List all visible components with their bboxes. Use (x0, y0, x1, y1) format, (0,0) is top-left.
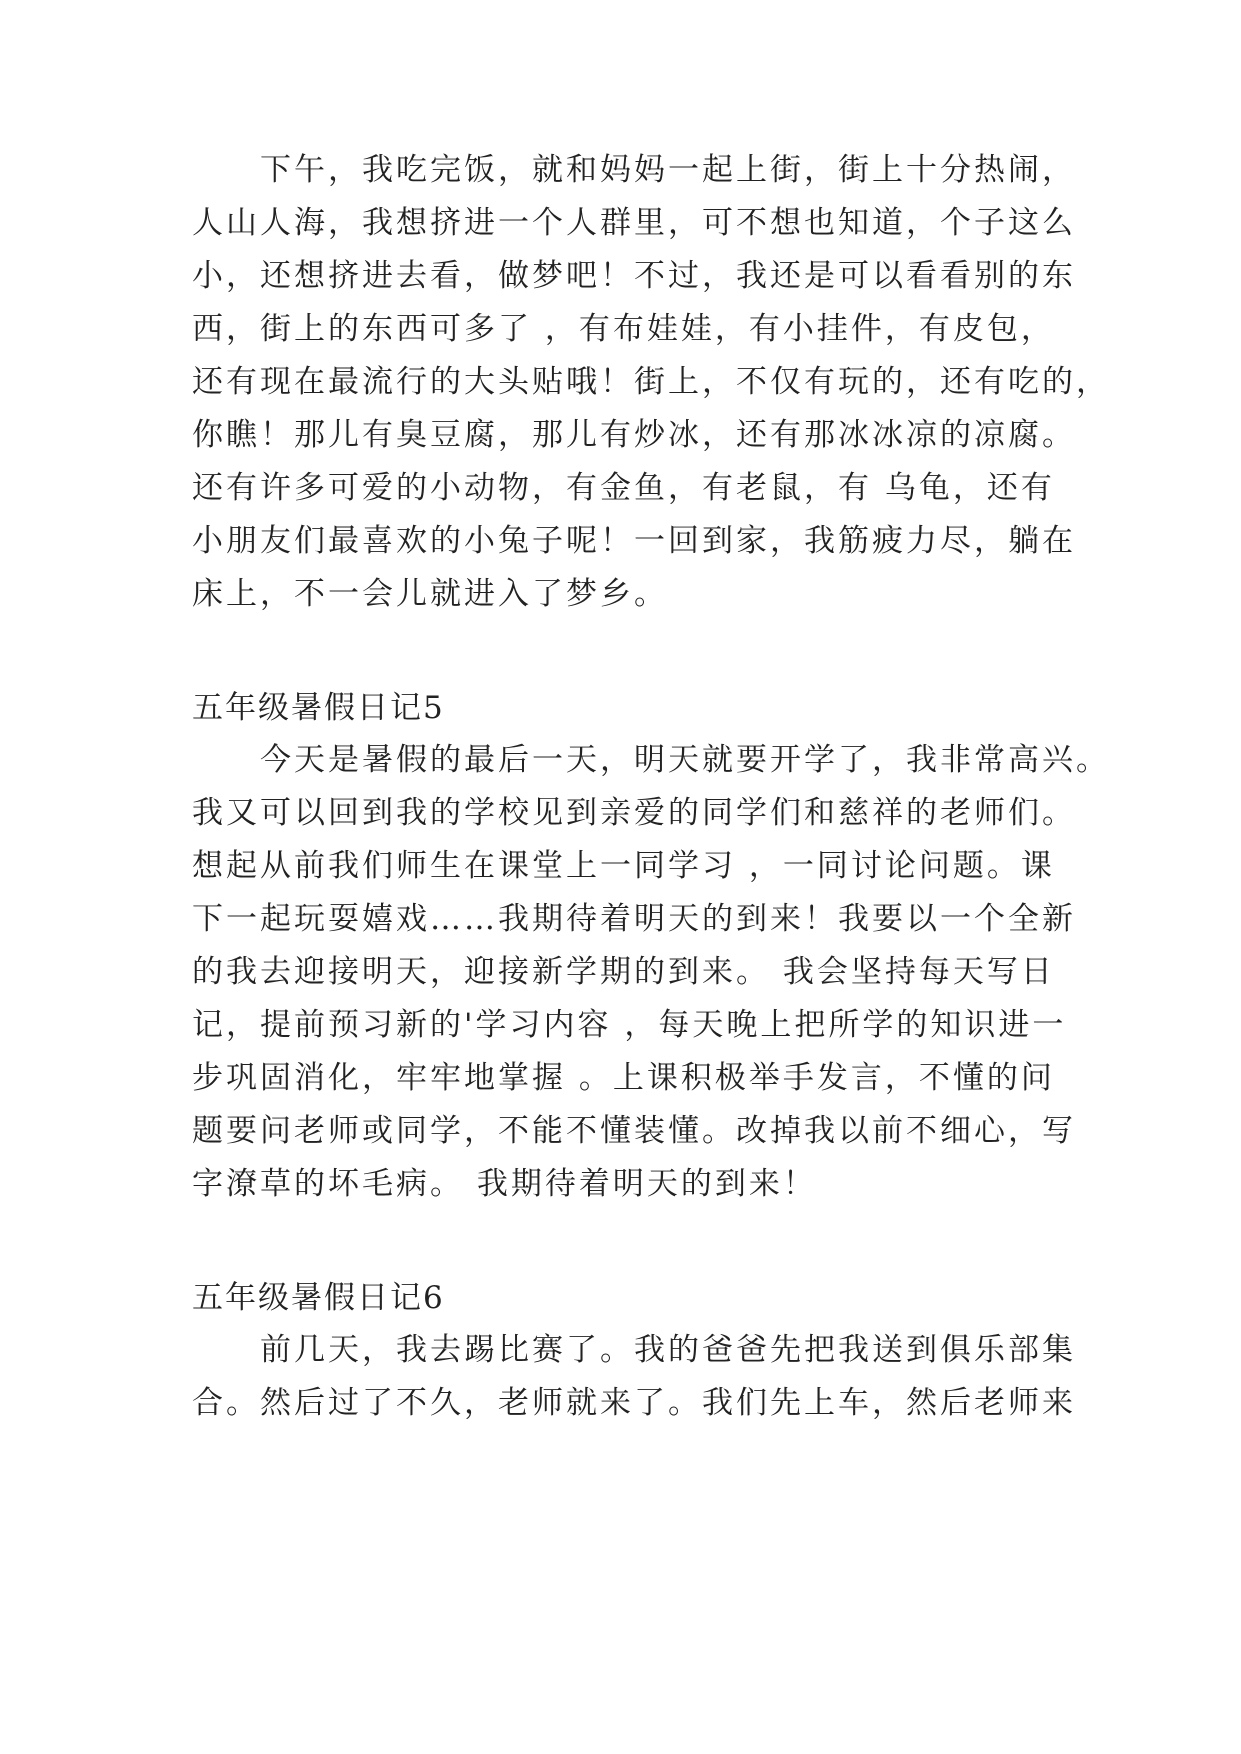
paragraph-line: 前几天，我去踢比赛了。我的爸爸先把我送到俱乐部集 (192, 1332, 1076, 1368)
paragraph-line: 小，还想挤进去看，做梦吧！不过，我还是可以看看别的东 (192, 258, 1076, 294)
paragraph-line: 床上，不一会儿就进入了梦乡。 (192, 576, 668, 612)
paragraph-line: 字潦草的坏毛病。 我期待着明天的到来！ (192, 1166, 817, 1202)
entry-heading: 五年级暑假日记5 (192, 690, 445, 726)
entry-heading: 五年级暑假日记6 (192, 1280, 445, 1316)
paragraph-line: 记，提前预习新的'学习内容 ，每天晚上把所学的知识进一 (192, 1007, 1067, 1043)
paragraph-line: 的我去迎接明天，迎接新学期的到来。 我会坚持每天写日 (192, 954, 1055, 990)
paragraph-line: 下一起玩耍嬉戏……我期待着明天的到来！我要以一个全新 (192, 901, 1076, 937)
paragraph-line: 步巩固消化，牢牢地掌握 。上课积极举手发言，不懂的问 (192, 1060, 1055, 1096)
paragraph-line: 题要问老师或同学，不能不懂装懂。改掉我以前不细心，写 (192, 1113, 1076, 1149)
paragraph-line: 想起从前我们师生在课堂上一同学习 ，一同讨论问题。课 (192, 848, 1055, 884)
paragraph-line: 下午，我吃完饭，就和妈妈一起上街，街上十分热闹， (192, 152, 1076, 188)
paragraph-line: 西，街上的东西可多了 ，有布娃娃，有小挂件，有皮包， (192, 311, 1055, 347)
document-page (192, 0, 1110, 1754)
paragraph-line: 你瞧！那儿有臭豆腐，那儿有炒冰，还有那冰冰凉的凉腐。 (192, 417, 1076, 453)
paragraph-line: 人山人海，我想挤进一个人群里，可不想也知道，个子这么 (192, 205, 1076, 241)
paragraph-line: 我又可以回到我的学校见到亲爱的同学们和慈祥的老师们。 (192, 795, 1076, 831)
paragraph-line: 小朋友们最喜欢的小兔子呢！一回到家，我筋疲力尽，躺在 (192, 523, 1076, 559)
paragraph-line: 还有现在最流行的大头贴哦！街上，不仅有玩的，还有吃的， (192, 364, 1110, 400)
paragraph-line: 合。然后过了不久，老师就来了。我们先上车，然后老师来 (192, 1385, 1076, 1421)
paragraph-line: 今天是暑假的最后一天，明天就要开学了，我非常高兴。 (192, 742, 1110, 778)
paragraph-line: 还有许多可爱的小动物，有金鱼，有老鼠，有 乌龟，还有 (192, 470, 1055, 506)
